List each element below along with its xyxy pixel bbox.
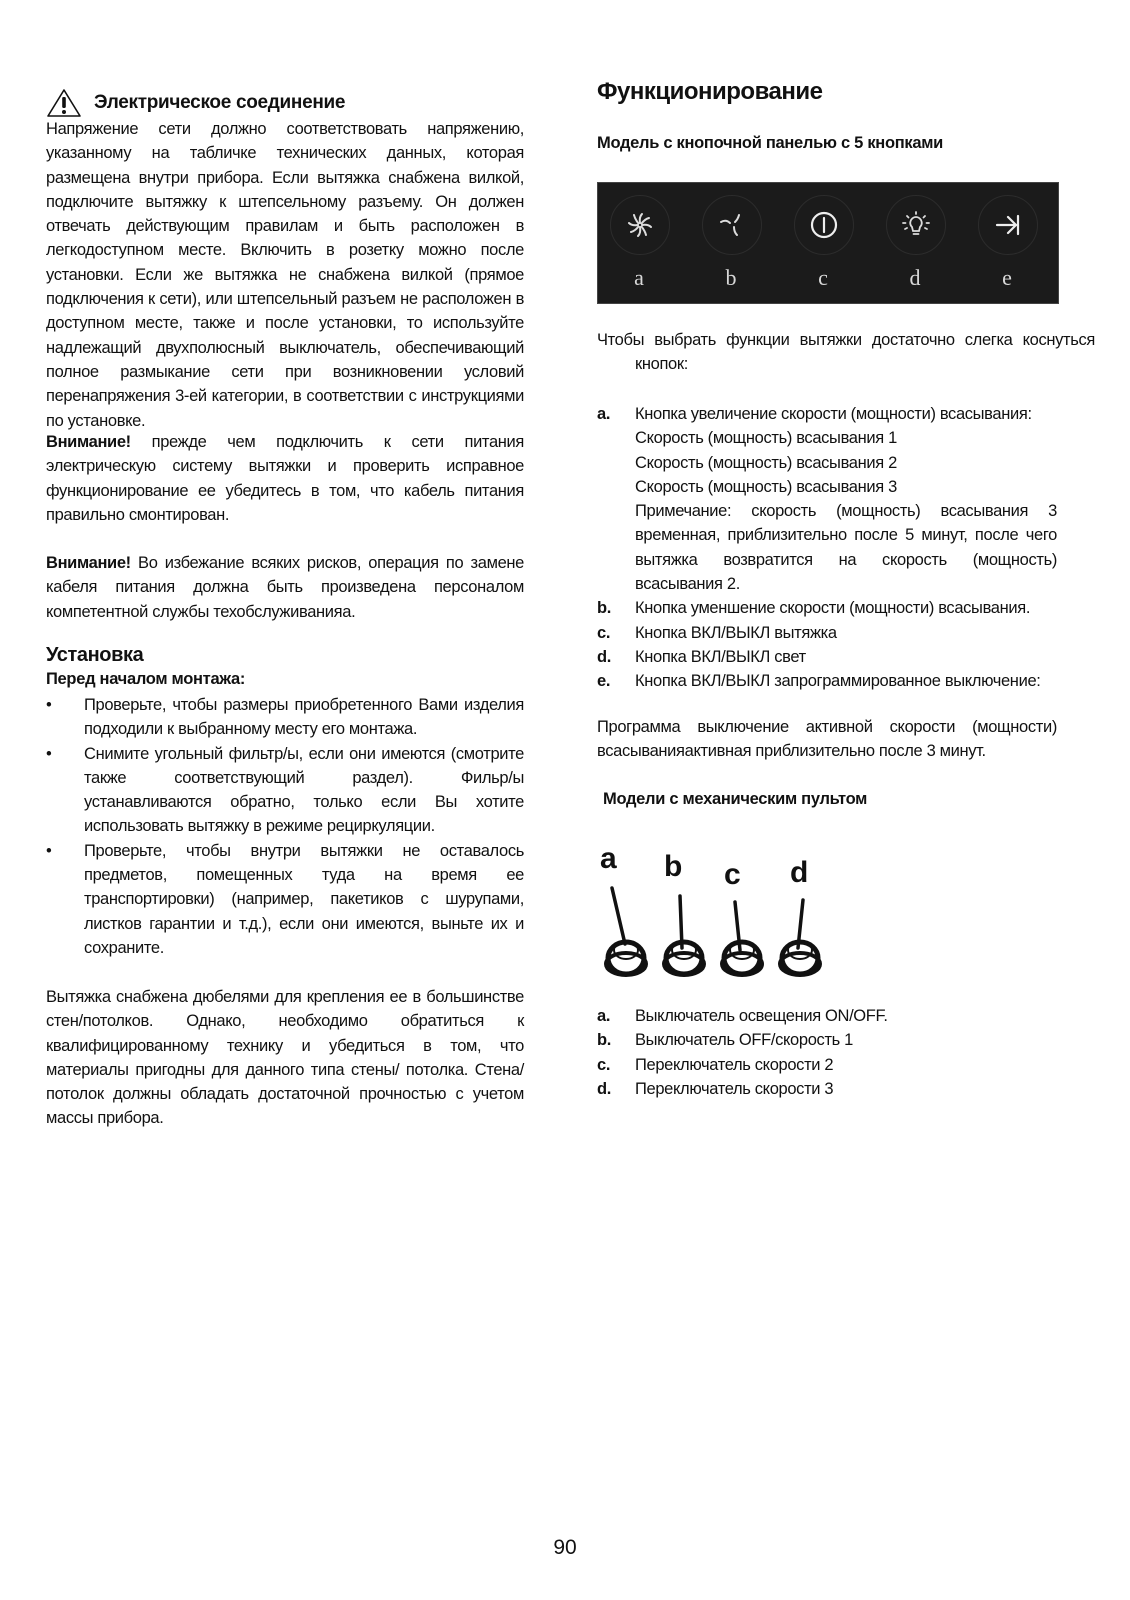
knob-letter-d: d [790, 856, 809, 889]
electrical-connection-heading [46, 88, 345, 118]
list-item-a [597, 402, 1057, 596]
knob-letter-c: c [724, 858, 741, 891]
item-line: Скорость (мощность) всасывания 2 [635, 453, 897, 472]
list-item-text: Проверьте, чтобы размеры приобретенного Вами изделия подходили к выбранному месту его монтажа. [84, 696, 524, 739]
item-line: Скорость (мощность) всасывания 3 [635, 477, 897, 496]
mech-model-title: Модели с механическим пультом [603, 790, 868, 808]
installation-heading: Установка [46, 644, 144, 666]
installation-bullets [46, 693, 524, 960]
warning-cable-replace [46, 551, 524, 624]
panel-label-e: e [1002, 265, 1012, 290]
page-number: 90 [553, 1536, 577, 1559]
electrical-body: Напряжение сети должно соответствовать напряжению, указанному на табличке технических данных, которая размещена внутри прибора. Если вытяжка снабжена вилкой, подключите вытяжку к штепсельному разъему. Он должен отвечать действующим правилам и быть расположен в легкодоступном месте. Включить в розетку можно после установки. Если же вытяжка не снабжена вилкой (прямое подключения к сети), или штепсельный разъем не расположен в доступном месте, также и после установки, то используйте надлежащий двухполюсный выключатель, обеспечивающий полное размыкание сети при возникновении условий перенапряжения 3-ей категории, в соответствии с инструкциями по установке. [46, 120, 524, 430]
list-item-b [597, 1028, 1057, 1052]
panel-button-a [610, 195, 670, 255]
list-item-c [597, 621, 1057, 645]
item-mark: a. [597, 405, 611, 423]
item-text: Переключатель скорости 3 [635, 1079, 834, 1098]
knob-icon [722, 941, 762, 975]
warning-text: Во избежание всяких рисков, операция по замене кабеля питания должна быть произведена персоналом компетентной службы техобслуживанияа. [46, 554, 524, 621]
knob-icons [600, 840, 840, 1000]
light-bulb-icon [901, 210, 931, 240]
item-mark: d. [597, 647, 611, 666]
electrical-title: Электрическое соединение [94, 92, 346, 113]
dowels-text: Вытяжка снабжена дюбелями для крепления ее в большинстве стен/потолков. Однако, необходимо обратиться к квалифицированному технику и убедиться в том, что материалы пригодны для данного типа стены/ потолка. Стена/потолок должны обладать достаточной прочностью с учетом массы прибора. [46, 988, 524, 1128]
control-panel-image [597, 182, 1059, 304]
item-text: Переключатель скорости 2 [635, 1055, 834, 1074]
panel-buttons-description [597, 402, 1057, 694]
mech-knobs-description [597, 1004, 1057, 1101]
panel-button-d [886, 195, 946, 255]
item-mark: d. [597, 1079, 611, 1098]
timer-off-icon [993, 210, 1023, 240]
panel-label-a: a [634, 265, 644, 290]
item-note: Примечание: скорость (мощность) всасывания 3 временная, приблизительно после 5 минут, после чего вытяжка возвратится на скорость (мощность) всасывания 2. [635, 502, 1057, 594]
panel-label-b: b [725, 265, 737, 290]
item-text: Кнопка ВКЛ/ВЫКЛ свет [635, 647, 806, 666]
panel-button-e [978, 195, 1038, 255]
panel-label-c: c [818, 265, 828, 290]
item-mark: a. [597, 1007, 611, 1025]
list-item-c [597, 1053, 1057, 1077]
list-item [46, 693, 524, 742]
item-text: Кнопка уменшение скорости (мощности) всасывания. [635, 599, 1031, 618]
mechanical-knobs-diagram [600, 840, 840, 1000]
list-item-text: Проверьте, чтобы внутри вытяжки не оставалось предметов, помещенных туда на время ее транспортировки) (например, пакетиков с шурупами, листков гарантии и т.д.), если они имеются, выньте их и сохраните. [84, 841, 524, 957]
item-mark: c. [597, 1055, 611, 1074]
fan-speed-up-icon [625, 210, 655, 240]
list-item [46, 742, 524, 839]
warning-cable-check [46, 430, 524, 527]
item-text: Кнопка ВКЛ/ВЫКЛ запрограммированное выключение: [635, 672, 1041, 691]
knob-icon [664, 941, 704, 975]
warning-label: Внимание! [46, 433, 131, 451]
item-text: Выключатель OFF/скорость 1 [635, 1031, 853, 1050]
item-line: Кнопка увеличение скорости (мощности) всасывания: [635, 405, 1032, 423]
item-mark: b. [597, 1031, 611, 1050]
list-item-e [597, 669, 1057, 693]
knob-letter-a: a [600, 842, 617, 875]
list-item-b [597, 596, 1057, 620]
bullet-mark: • [46, 841, 52, 860]
item-text: Выключатель освещения ON/OFF. [635, 1007, 888, 1025]
bullet-mark: • [46, 744, 52, 763]
installation-subtitle: Перед началом монтажа: [46, 670, 246, 688]
fan-speed-down-icon [717, 210, 747, 240]
item-line: Скорость (мощность) всасывания 1 [635, 429, 897, 448]
item-text: Кнопка ВКЛ/ВЫКЛ вытяжка [635, 623, 837, 642]
warning-label: Внимание! [46, 554, 131, 572]
warning-icon [46, 88, 82, 118]
knob-letter-b: b [664, 850, 683, 883]
panel-model-title: Модель с кнопочной панелью с 5 кнопками [597, 134, 943, 152]
list-item-d [597, 645, 1057, 669]
functioning-heading: Функционирование [597, 78, 823, 105]
list-item-text: Снимите угольный фильтр/ы, если они имеются (смотрите также соответствующий раздел). Фильр/ы устанавливаются обратно, только если Вы хотите использовать вытяжку в режиме рециркуляции. [84, 744, 524, 836]
program-text: Программа выключение активной скорости (мощности) всасыванияактивная приблизительно после 3 минут. [597, 718, 1057, 761]
list-item-a [597, 1004, 1057, 1028]
power-icon [809, 210, 839, 240]
item-mark: c. [597, 623, 611, 642]
list-item [46, 839, 524, 960]
knob-icon [606, 941, 646, 975]
item-mark: e. [597, 672, 611, 691]
panel-button-c [794, 195, 854, 255]
bullet-mark: • [46, 696, 52, 714]
panel-button-b [702, 195, 762, 255]
warning-text: прежде чем подключить к сети питания электрическую систему вытяжки и проверить исправное функционирование ее убедитесь в том, что кабель питания правильно смонтирован. [46, 433, 524, 524]
panel-label-d: d [909, 265, 921, 290]
item-mark: b. [597, 599, 611, 618]
knob-icon [780, 941, 820, 975]
panel-intro: Чтобы выбрать функции вытяжки достаточно слегка коснуться кнопок: [597, 331, 1095, 374]
list-item-d [597, 1077, 1057, 1101]
